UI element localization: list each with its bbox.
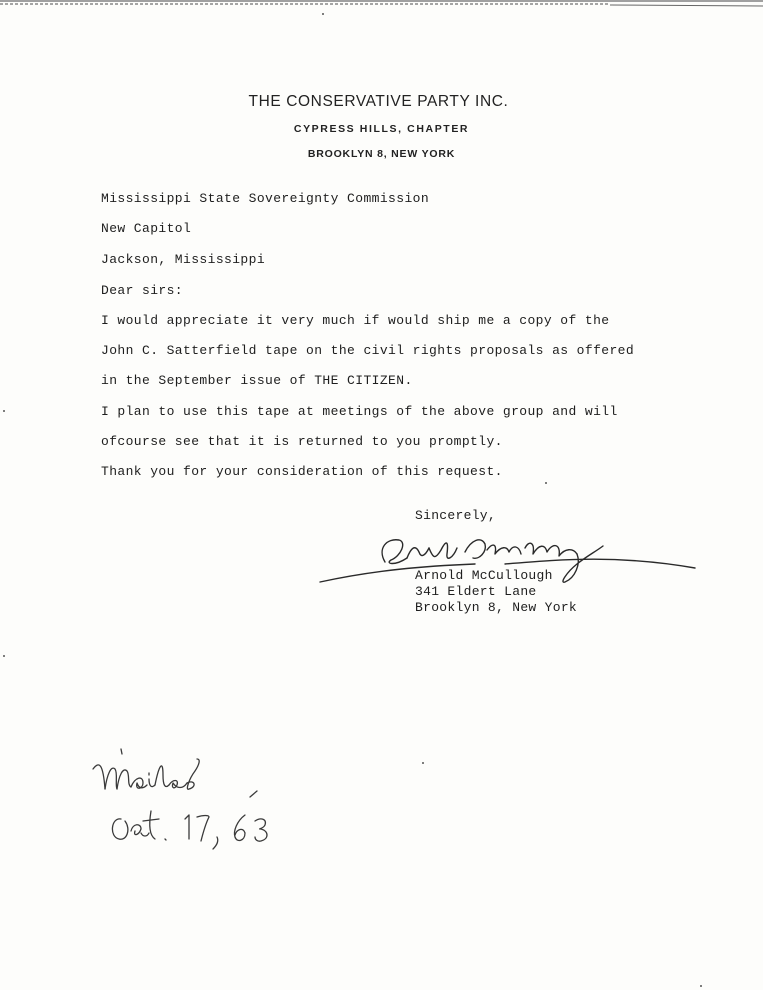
paper-speck [700, 985, 702, 987]
body-line: in the September issue of THE CITIZEN. [101, 373, 413, 388]
recipient-city: Jackson, Mississippi [101, 252, 266, 267]
paper-speck [3, 655, 5, 657]
paper-speck [322, 13, 324, 15]
body-line: John C. Satterfield tape on the civil rights proposals as offered [101, 343, 635, 358]
closing: Sincerely, [415, 508, 497, 523]
paper-speck [545, 482, 547, 484]
body-line: ofcourse see that it is returned to you promptly. [101, 434, 503, 449]
sender-name: Arnold McCullough [415, 568, 553, 583]
recipient-name: Mississippi State Sovereignty Commission [101, 191, 430, 206]
body-line: I would appreciate it very much if would ship me a copy of the [101, 313, 610, 328]
letterhead-organization: THE CONSERVATIVE PARTY INC. [248, 93, 509, 110]
sender-city: Brooklyn 8, New York [415, 600, 578, 615]
paper-speck [3, 410, 5, 412]
recipient-building: New Capitol [101, 221, 192, 236]
letterhead-chapter: CYPRESS HILLS, CHAPTER [293, 123, 470, 135]
handwritten-mailed-note [85, 745, 305, 865]
paper-speck [422, 762, 424, 764]
page-top-edge [0, 0, 763, 8]
salutation: Dear sirs: [101, 283, 184, 298]
body-line: I plan to use this tape at meetings of the above group and will [101, 404, 618, 419]
sender-street: 341 Eldert Lane [415, 584, 537, 599]
body-line: Thank you for your consideration of this request. [101, 464, 503, 479]
letterhead-address: BROOKLYN 8, NEW YORK [307, 148, 456, 160]
